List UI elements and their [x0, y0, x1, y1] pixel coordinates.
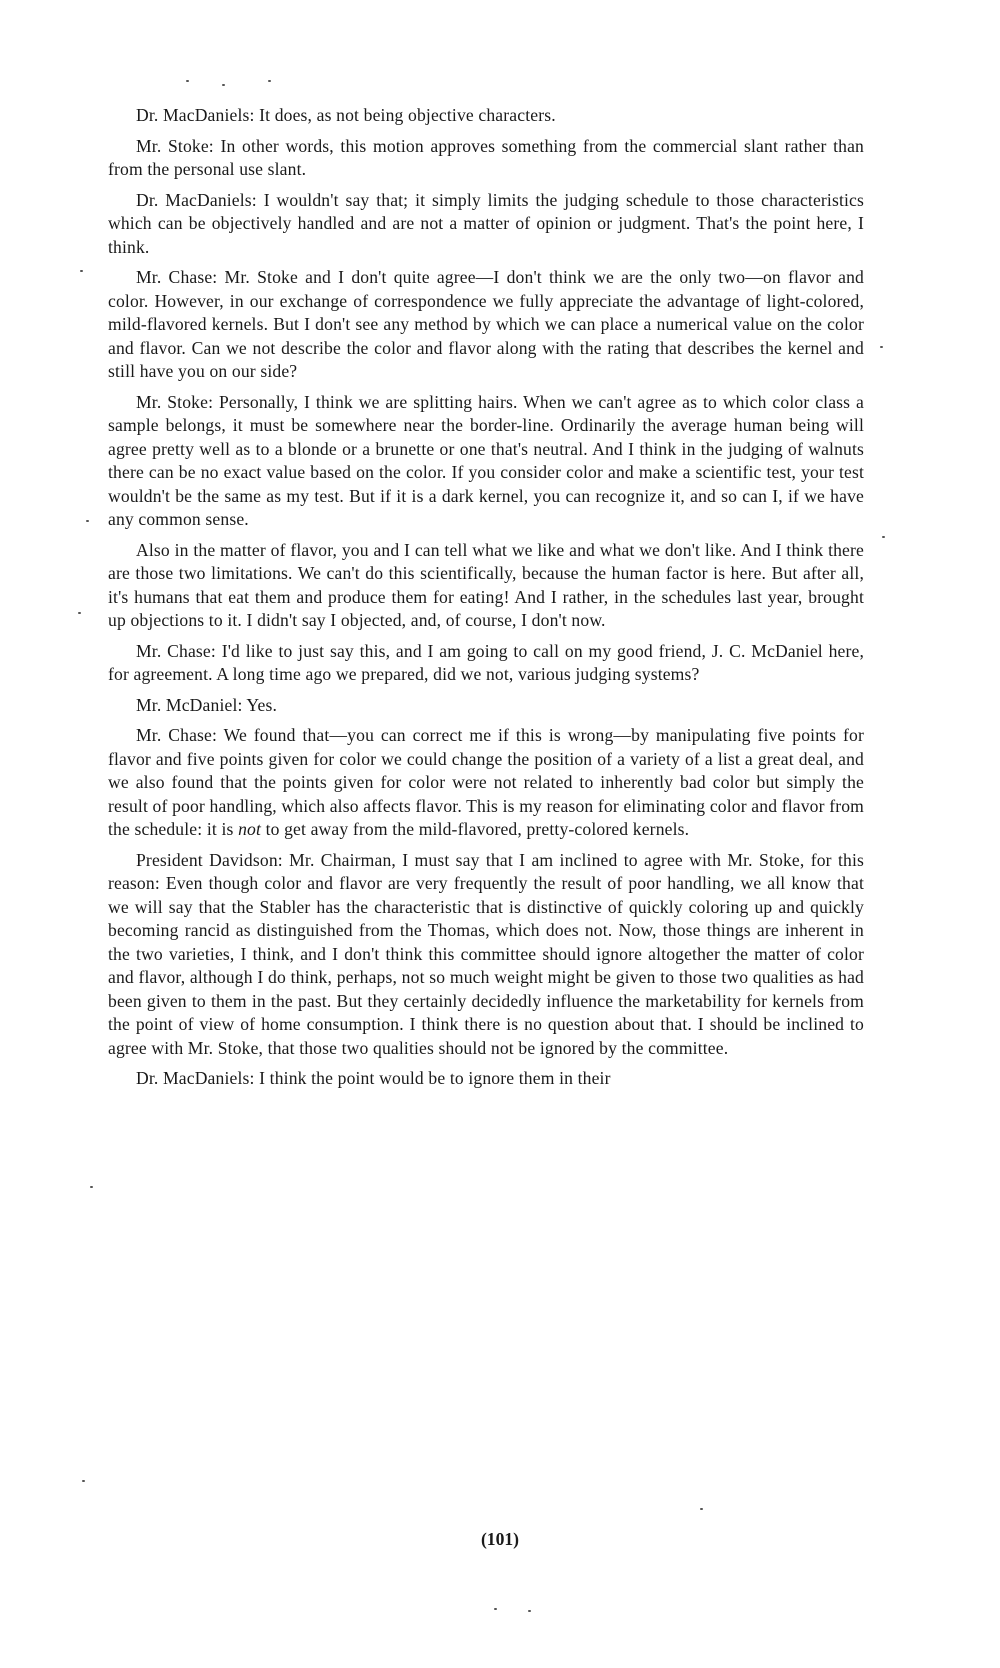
scan-speck — [700, 1508, 703, 1510]
paragraph — [108, 189, 864, 260]
speaker-name: Mr. Chase: — [136, 725, 218, 745]
paragraph-text: In other words, this motion approves something from the commercial slant rather than from the personal use slant. — [108, 135, 864, 179]
paragraph-text: We found that—you can correct me if this is wrong—by manipulating five points for flavor and five points given for color we could change the position of a variety of a list a great deal, and we also found that the points given for color were not related to inherently bad color but simply the result of poor handling, which also affects flavor. This is my reason for eliminating color and flavor from the schedule: it is — [108, 725, 865, 839]
scan-speck — [880, 346, 883, 348]
paragraph — [108, 539, 864, 633]
speaker-name: Mr. Chase: — [136, 267, 218, 287]
page-number: (101) — [480, 1529, 520, 1549]
emphasized-word: not — [238, 819, 261, 839]
scan-speck — [268, 80, 271, 82]
paragraph — [108, 135, 864, 182]
speaker-name: Dr. MacDaniels: — [136, 105, 255, 125]
scan-speck — [86, 520, 89, 522]
paragraph-text: It does, as not being objective characters. — [259, 105, 556, 125]
paragraph-text: I wouldn't say that; it simply limits the judging schedule to those characteristics which can be objectively handled and are not a matter of opinion or judgment. That's the point here, I think. — [108, 189, 864, 257]
scan-speck — [222, 84, 225, 86]
paragraph-text: Personally, I think we are splitting hairs. When we can't agree as to which color class a sample belongs, it must be somewhere near the border-line. Ordinarily the average human being will agree pretty well as to a blonde or a brunette or one that's neutral. And I think in the judging of walnuts there can be no exact value based on the color. If you consider color and make a scientific test, your test wouldn't be the same as my test. But if it is a dark kernel, you can recognize it, and so can I, if we have any common sense. — [108, 391, 864, 529]
speaker-name: Mr. Chase: — [136, 640, 216, 661]
speaker-name: Mr. Stoke: — [136, 391, 214, 412]
scan-speck — [90, 1186, 93, 1188]
paragraph-text-tail: to get away from the mild-flavored, pretty-colored kernels. — [265, 819, 690, 839]
speaker-name: Mr. Stoke: — [136, 135, 214, 156]
scan-speck — [528, 1610, 531, 1612]
scan-speck — [186, 80, 189, 82]
scan-speck — [82, 1480, 85, 1482]
paragraph — [108, 724, 864, 842]
speaker-name: President Davidson: — [136, 849, 283, 870]
scan-speck — [80, 270, 83, 272]
scan-speck — [882, 536, 885, 538]
scan-speck — [494, 1608, 497, 1610]
paragraph-text: I think the point would be to ignore them in their — [259, 1068, 611, 1088]
speaker-name: Dr. MacDaniels: — [136, 189, 257, 210]
document-body — [108, 104, 864, 1098]
paragraph-text: I'd like to just say this, and I am going to call on my good friend, J. C. McDaniel here, for agreement. A long time ago we prepared, did we not, various judging systems? — [108, 640, 865, 684]
paragraph — [108, 266, 864, 384]
speaker-name: Dr. MacDaniels: — [136, 1068, 255, 1088]
paragraph — [108, 849, 864, 1061]
paragraph — [108, 694, 864, 718]
speaker-name: Mr. McDaniel: — [136, 694, 243, 715]
paragraph-text: Mr. Stoke and I don't quite agree—I don't think we are the only two—on flavor and color. However, in our exchange of correspondence we fully appreciate the advantage of light-colored, mild-flavored kernels. But I don't see any method by which we can place a numerical value on the color and flavor. Can we not describe the color and flavor along with the rating that describes the kernel and still have you on our side? — [108, 267, 864, 381]
scan-speck — [78, 612, 81, 614]
paragraph — [108, 640, 864, 687]
paragraph-text: Mr. Chairman, I must say that I am inclined to agree with Mr. Stoke, for this reason: Even though color and flavor are very frequently the result of poor handling, we all know that we will say that the Stabler has the characteristic that is distinctive of quickly coloring up and quickly becoming rancid as distinguished from the Thomas, which does not. Now, those things are inherent in the two varieties, I think, and I don't think this committee should ignore altogether the matter of color and flavor, although I do think, perhaps, not so much weight might be given to those two qualities as had been given to them in the past. But they certainly decidedly influence the marketability for kernels from the point of view of home consumption. I think there is no question about that. I should be inclined to agree with Mr. Stoke, that those two qualities should not be ignored by the committee. — [108, 849, 864, 1058]
paragraph-text: Also in the matter of flavor, you and I can tell what we like and what we don't like. And I think there are those two limitations. We can't do this scientifically, because the human factor is here. But after all, it's humans that eat them and produce them for eating! And I rather, in the schedules last year, brought up objections to it. I didn't say I objected, and, of course, I don't now. — [108, 539, 864, 630]
paragraph-text: Yes. — [246, 694, 278, 715]
paragraph — [108, 104, 864, 128]
paragraph — [108, 391, 864, 532]
paragraph — [108, 1067, 864, 1091]
